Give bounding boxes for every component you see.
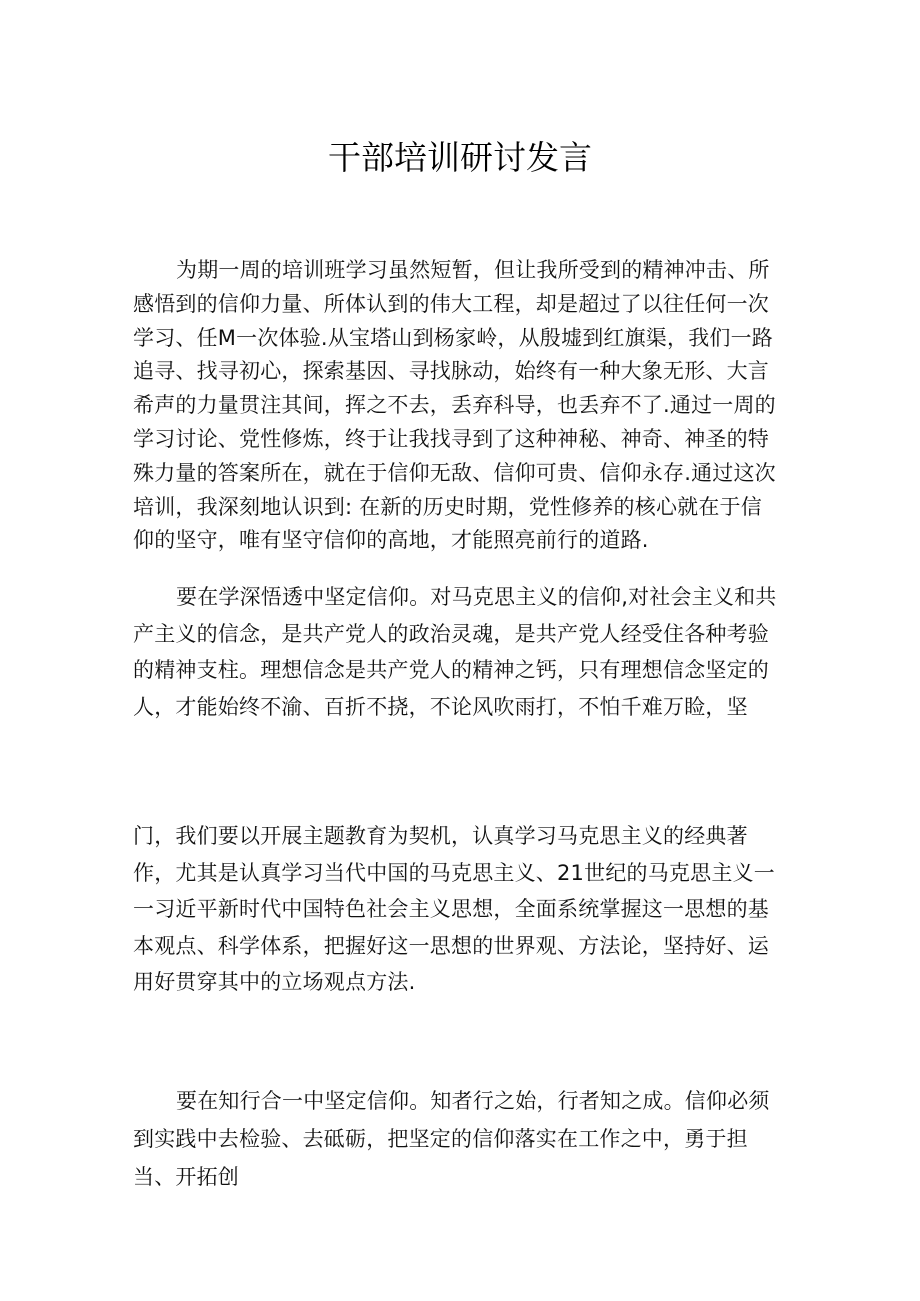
paragraph-intro: 为期一周的培训班学习虽然短暂，但让我所受到的精神冲击、所感悟到的信仰力量、所体认到的伟大工程，却是超过了以往任何一次学习、任M一次体验.从宝塔山到杨家岭，从殷墟到红旗渠，我们一路追寻、找寻初心，探索基因、寻找脉动，始终有一种大象无形、大言希声的力量贯注其间，挥之不去，丢弃科导，也丢弃不了.通过一周的学习讨论、党性修炼，终于让我找寻到了这种神秘、神奇、神圣的特殊力量的答案所在，就在于信仰无敌、信仰可贵、信仰永存.通过这次培训，我深刻地认识到: 在新的历史时期，党性修养的核心就在于信仰的坚守，唯有坚守信仰的高地，才能照亮前行的道路. (133, 258, 776, 553)
document-title: 干部培训研讨发言 (328, 138, 592, 177)
paragraph-practice-belief: 要在知行合一中坚定信仰。知者行之始，行者知之成。信仰必须到实践中去检验、去砥砺，把坚定的信仰落实在工作之中，勇于担当、开拓创 (133, 1089, 770, 1189)
paragraph-continuation: 门，我们要以开展主题教育为契机，认真学习马克思主义的经典著作，尤其是认真学习当代中国的马克思主义、21世纪的马克思主义一一习近平新时代中国特色社会主义思想，全面系统掌握这一思想的基本观点、科学体系，把握好这一思想的世界观、方法论，坚持好、运用好贯穿其中的立场观点方法. (133, 824, 775, 995)
paragraph-study-belief: 要在学深悟透中坚定信仰。对马克思主义的信仰,对社会主义和共产主义的信念，是共产党人的政治灵魂，是共产党人经受住各种考验的精神支柱。理想信念是共产党人的精神之钙，只有理想信念坚定的人，才能始终不渝、百折不挠，不论风吹雨打，不怕千难万睑，坚 (133, 585, 777, 719)
